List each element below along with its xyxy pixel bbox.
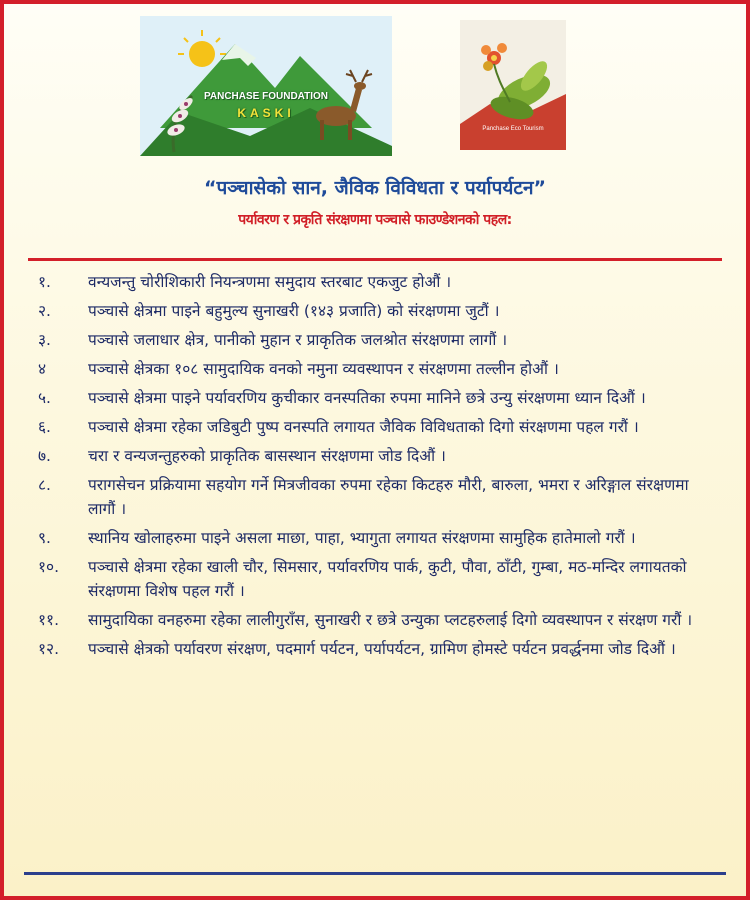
list-item	[38, 444, 710, 468]
item-number: २.	[38, 302, 51, 320]
item-number: ४	[38, 360, 47, 378]
list-item	[38, 608, 710, 632]
panchase-eco-tourism-logo	[460, 20, 566, 150]
sun-icon	[178, 30, 226, 67]
list-item	[38, 555, 710, 603]
item-number: ११.	[38, 611, 60, 629]
item-number: ७.	[38, 447, 51, 465]
logo-brand-name: PANCHASE FOUNDATION	[203, 91, 329, 102]
item-text: पञ्चासे क्षेत्रमा पाइने पर्यावरणिय कुचीकार वनस्पतिका रुपमा मानिने छत्रे उन्यु संरक्षणमा ध्यान दिऔं ।	[88, 389, 646, 407]
item-number: १.	[38, 273, 51, 291]
item-number: १०.	[38, 558, 60, 576]
divider-top	[28, 258, 722, 261]
item-number: ८.	[38, 476, 51, 494]
list-item	[38, 637, 710, 661]
item-number: ६.	[38, 418, 51, 436]
logo-brand-location: KASKI	[237, 106, 295, 120]
item-number: ९.	[38, 529, 51, 547]
flower-icon	[481, 43, 510, 102]
logo-illustration	[140, 16, 392, 156]
slogan: “पञ्चासेको सान, जैविक विविधता र पर्यापर्यटन”	[204, 177, 546, 199]
item-number: ३.	[38, 331, 51, 349]
page-title: पर्यावरण र प्रकृति संरक्षणमा पञ्चासे फाउण्डेशनको पहल:	[238, 212, 512, 228]
item-text: परागसेचन प्रक्रियामा सहयोग गर्ने मित्रजीवका रुपमा रहेका किटहरु मौरी, बारुला, भमरा र अरिङ्गाल संरक्षणमा लागौं ।	[88, 476, 689, 518]
item-text: पञ्चासे जलाधार क्षेत्र, पानीको मुहान र प्राकृतिक जलश्रोत संरक्षणमा लागौं ।	[88, 331, 508, 349]
list-item	[38, 328, 710, 352]
list-item	[38, 357, 710, 381]
item-text: पञ्चासे क्षेत्रमा रहेका जडिबुटी पुष्प वनस्पति लगायत जैविक विविधताको दिगो संरक्षणमा पहल गरौं ।	[88, 418, 639, 436]
list-item	[38, 270, 710, 294]
divider-bottom	[24, 872, 726, 875]
item-text: पञ्चासे क्षेत्रको पर्यावरण संरक्षण, पदमार्ग पर्यटन, पर्यापर्यटन, ग्रामिण होमस्टे पर्यटन प्रवर्द्धनमा जोड दिऔं ।	[88, 640, 676, 658]
list-item	[38, 415, 710, 439]
item-text: वन्यजन्तु चोरीशिकारी नियन्त्रणमा समुदाय स्तरबाट एकजुट होऔं ।	[88, 273, 452, 291]
logo-row	[4, 4, 746, 164]
item-text: पञ्चासे क्षेत्रमा रहेका खाली चौर, सिमसार, पर्यावरणिय पार्क, कुटी, पौवा, ठाँटी, गुम्बा, मठ-मन्दिर लगायतको संरक्षणमा विशेष पहल गरौं ।	[88, 558, 687, 600]
list-item	[38, 473, 710, 521]
item-text: चरा र वन्यजन्तुहरुको प्राकृतिक बासस्थान संरक्षणमा जोड दिऔं ।	[88, 447, 446, 465]
item-text: पञ्चासे क्षेत्रमा पाइने बहुमुल्य सुनाखरी (१४३ प्रजाति) को संरक्षणमा जुटौं ।	[88, 302, 500, 320]
panchase-foundation-logo	[140, 16, 392, 156]
eco-tourism-caption: Panchase Eco Tourism	[482, 126, 544, 132]
list-item	[38, 299, 710, 323]
item-number: ५.	[38, 389, 51, 407]
list-item	[38, 386, 710, 410]
pledge-list	[38, 270, 710, 666]
item-text: स्थानिय खोलाहरुमा पाइने असला माछा, पाहा, भ्यागुता लगायत संरक्षणमा सामुहिक हातेमालो गरौं ।	[88, 529, 636, 547]
item-text: पञ्चासे क्षेत्रका १०८ सामुदायिक वनको नमुना व्यवस्थापन र संरक्षणमा तल्लीन होऔं ।	[88, 360, 559, 378]
item-text: सामुदायिका वनहरुमा रहेका लालीगुराँस, सुनाखरी र छत्रे उन्युका प्लटहरुलाई दिगो व्यवस्थापन र संरक्षण गरौं ।	[88, 611, 693, 629]
item-number: १२.	[38, 640, 60, 658]
list-item	[38, 526, 710, 550]
